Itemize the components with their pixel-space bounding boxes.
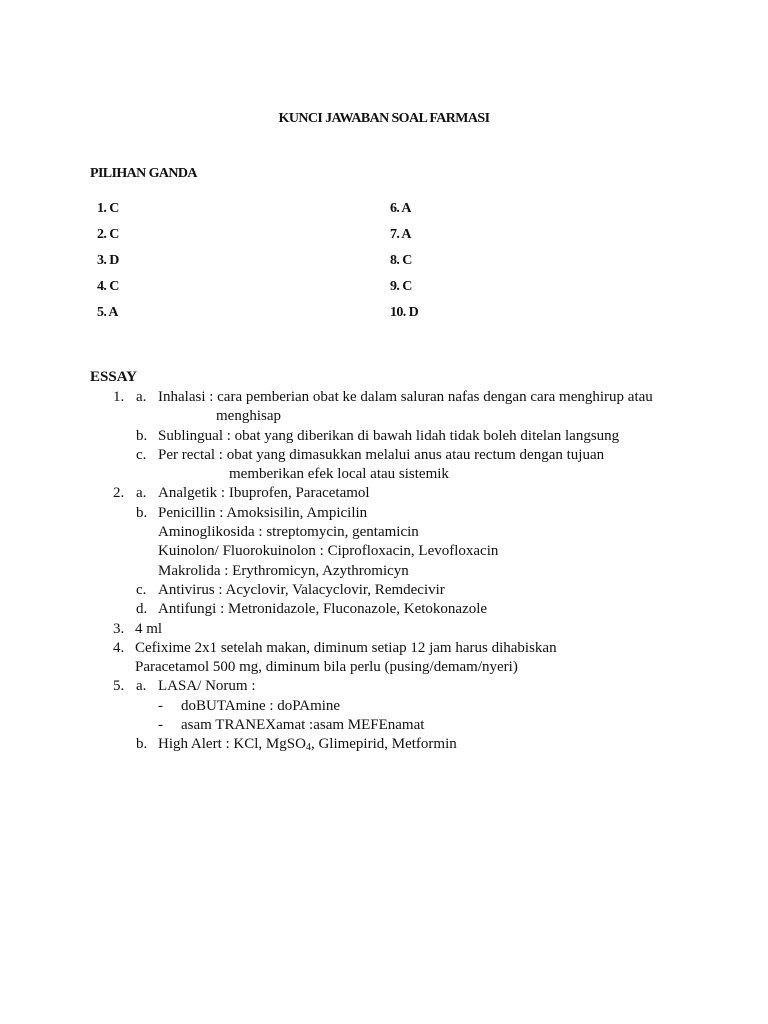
- mc-answer: 7. A: [390, 227, 411, 242]
- essay-line: [0, 620, 768, 639]
- answer-text: 4 ml: [135, 620, 163, 637]
- mc-answer: 4. C: [97, 279, 119, 294]
- answer-text: Makrolida : Erythromicyn, Azythromicyn: [158, 562, 409, 579]
- sub-letter: c.: [136, 581, 147, 598]
- answer-text: Aminoglikosida : streptomycin, gentamicin: [158, 524, 419, 541]
- answer-text: memberikan efek local atau sistemik: [229, 466, 449, 483]
- answer-text: Inhalasi : cara pemberian obat ke dalam saluran nafas dengan cara menghirup atau: [158, 389, 653, 405]
- essay-line: [0, 735, 768, 754]
- essay-line: [0, 465, 768, 484]
- essay-line: [0, 697, 768, 716]
- sub-letter: a.: [136, 678, 147, 695]
- essay-answers: [0, 388, 768, 755]
- answer-text: Penicillin : Amoksisilin, Ampicilin: [158, 504, 368, 521]
- essay-line: [0, 716, 768, 735]
- question-number: 5.: [113, 678, 125, 695]
- essay-line: [0, 504, 768, 523]
- essay-line: [0, 407, 768, 426]
- answer-text: LASA/ Norum :: [158, 678, 256, 695]
- essay-heading: ESSAY: [90, 369, 137, 385]
- answer-text: Antifungi : Metronidazole, Fluconazole, Ketokonazole: [158, 601, 488, 618]
- mc-answer: 8. C: [390, 253, 412, 268]
- question-number: 2.: [113, 485, 125, 502]
- essay-line: [0, 562, 768, 581]
- answer-text: asam TRANEXamat :asam MEFEnamat: [181, 717, 425, 734]
- question-number: 4.: [113, 639, 125, 656]
- answer-text-part: , Glimepirid, Metformin: [310, 736, 457, 753]
- answer-text: Per rectal : obat yang dimasukkan melalui anus atau rectum dengan tujuan: [158, 446, 605, 463]
- essay-line: [0, 484, 768, 503]
- dash-bullet: -: [158, 697, 163, 714]
- mc-answer: 5. A: [97, 305, 118, 320]
- question-number: 3.: [113, 620, 125, 637]
- answer-text: Cefixime 2x1 setelah makan, diminum setiap 12 jam harus dihabiskan: [135, 639, 557, 656]
- answer-text: Antivirus : Acyclovir, Valacyclovir, Remdecivir: [158, 581, 445, 598]
- essay-line: [0, 677, 768, 696]
- mc-answer: 1. C: [97, 201, 119, 216]
- sub-letter: b.: [136, 736, 148, 753]
- multiple-choice-heading: PILIHAN GANDA: [90, 166, 197, 181]
- essay-line: [0, 388, 768, 407]
- question-number: 1.: [113, 389, 125, 405]
- essay-line: [0, 658, 768, 677]
- dash-bullet: -: [158, 717, 163, 734]
- mc-answer: 6. A: [390, 201, 411, 216]
- sub-letter: b.: [136, 427, 148, 444]
- mc-answer: 2. C: [97, 227, 119, 242]
- answer-text-part: High Alert : KCl, MgSO: [158, 736, 306, 753]
- subscript: 4: [305, 742, 311, 754]
- answer-text: Paracetamol 500 mg, diminum bila perlu (pusing/demam/nyeri): [135, 659, 518, 676]
- answer-text: menghisap: [216, 408, 281, 425]
- sub-letter: b.: [136, 504, 148, 521]
- answer-text: Sublingual : obat yang diberikan di bawah lidah tidak boleh ditelan langsung: [158, 427, 620, 444]
- answer-text: Kuinolon/ Fluorokuinolon : Ciprofloxacin, Levofloxacin: [158, 543, 499, 560]
- sub-letter: a.: [136, 485, 147, 502]
- essay-line: [0, 600, 768, 619]
- sub-letter: d.: [136, 601, 148, 618]
- answer-text: Analgetik : Ibuprofen, Paracetamol: [158, 485, 370, 502]
- essay-line: [0, 446, 768, 465]
- mc-answer: 3. D: [97, 253, 119, 268]
- answer-text: [158, 735, 457, 754]
- essay-line: [0, 427, 768, 446]
- answer-text: doBUTAmine : doPAmine: [181, 697, 341, 714]
- essay-line: [0, 523, 768, 542]
- essay-line: [0, 581, 768, 600]
- sub-letter: a.: [136, 389, 147, 405]
- document-title: KUNCI JAWABAN SOAL FARMASI: [278, 111, 490, 126]
- mc-answer: 9. C: [390, 279, 412, 294]
- essay-line: [0, 542, 768, 561]
- sub-letter: c.: [136, 446, 147, 463]
- mc-answer: 10. D: [390, 305, 419, 320]
- essay-line: [0, 639, 768, 658]
